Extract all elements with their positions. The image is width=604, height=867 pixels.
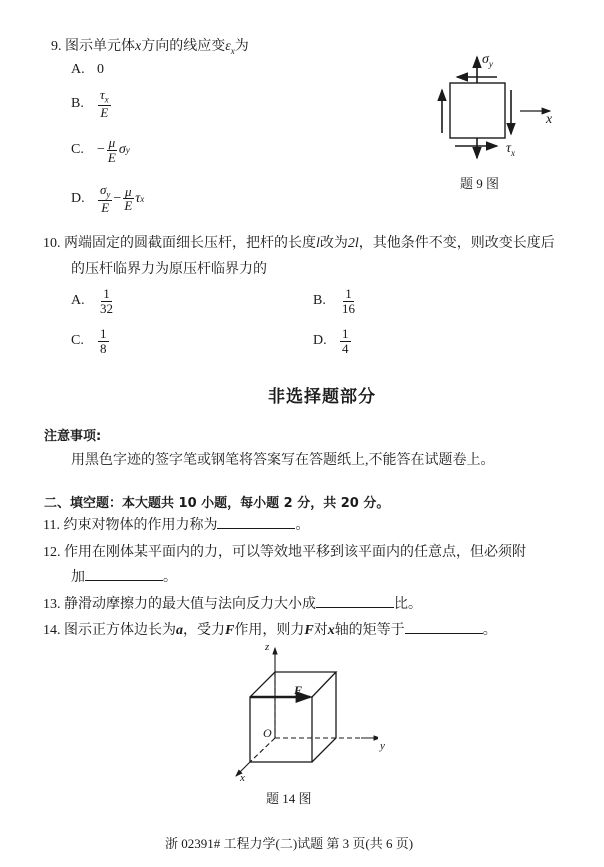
- q10-option-a: A. $\frac{1}{32}$: [71, 286, 113, 316]
- q10-option-d: D. $\frac{1}{4}$: [313, 326, 349, 356]
- q12-line2: 加 。: [71, 570, 177, 585]
- q12-line1: 12. 作用在刚体某平面内的力，可以等效地平移到该平面内的任意点，但必须附: [43, 545, 526, 560]
- answer-blank[interactable]: [217, 516, 295, 529]
- force-label: F: [294, 683, 303, 697]
- origin-label: O: [263, 726, 272, 740]
- q9-figure-caption: 题 9 图: [460, 176, 500, 191]
- cube-front-face: [250, 697, 312, 762]
- section2-heading: 二、填空题：本大题共 10 小题，每小题 2 分，共 20 分。: [44, 496, 390, 511]
- q9-option-a: A. 0: [71, 62, 104, 77]
- q10-number: 10.: [43, 236, 61, 251]
- q9-number: 9.: [51, 39, 62, 54]
- page-footer: 浙 02391# 工程力学(二)试题 第 3 页(共 6 页): [165, 836, 414, 851]
- y-axis-label: y: [380, 740, 385, 752]
- q14-figure: [228, 640, 385, 810]
- notice-heading: 注意事项:: [44, 429, 102, 444]
- fraction: $\frac{1}{16}$: [342, 286, 355, 316]
- q14: 14. 图示正方体边长为a，受力F作用，则力F对x轴的矩等于 。: [43, 623, 497, 638]
- fraction: $\frac{\sigma_y}{E}$: [100, 182, 111, 216]
- answer-blank[interactable]: [85, 568, 163, 581]
- fraction: $\frac{\mu}{E}$: [107, 135, 116, 165]
- fraction: $\frac{1}{8}$: [100, 326, 107, 356]
- fraction: $\frac{\mu}{E}$: [124, 183, 133, 214]
- z-axis-label: z: [265, 641, 270, 653]
- notice-text: 用黑色字迹的签字笔或钢笔将答案写在答题纸上,不能答在试题卷上。: [71, 453, 495, 468]
- stress-element-diagram: [420, 50, 570, 160]
- q11: 11. 约束对物体的作用力称为 。: [43, 518, 310, 533]
- cube-right-face: [312, 672, 336, 762]
- q9-option-c: C. − $\frac{\mu}{E}$ σ y: [71, 135, 130, 165]
- q9-figure: [420, 50, 570, 200]
- q10-stem-line2: 的压杆临界力为原压杆临界力的: [71, 262, 267, 277]
- part2-title: 非选择题部分: [268, 387, 376, 407]
- sigma-y-label: $\sigma_y$: [482, 52, 493, 69]
- fraction: $\frac{1}{32}$: [100, 286, 113, 316]
- q9-stem: 9. 图示单元体x方向的线应变$\varepsilon_x$为: [51, 39, 249, 56]
- q10-option-c: C. $\frac{1}{8}$: [71, 326, 107, 356]
- cube-diagram: [228, 640, 378, 785]
- fraction: $\frac{1}{4}$: [342, 326, 349, 356]
- q13: 13. 静滑动摩擦力的最大值与法向反力大小成 比。: [43, 597, 422, 612]
- x-axis-label: x: [240, 772, 245, 784]
- fraction: $\frac{\tau_x}{E}$: [100, 87, 109, 121]
- tau-x-label: $\tau_x$: [506, 141, 516, 158]
- answer-blank[interactable]: [316, 595, 394, 608]
- q10-option-b: B. $\frac{1}{16}$: [313, 286, 355, 316]
- x-axis-hidden: [250, 738, 275, 762]
- q14-figure-caption: 题 14 图: [266, 791, 312, 806]
- element-square: [450, 83, 505, 138]
- q10-stem-line1: 10. 两端固定的圆截面细长压杆，把杆的长度l改为2l，其他条件不变，则改变长度后: [43, 236, 555, 251]
- x-axis-label: x: [546, 112, 553, 127]
- cube-top-face: [250, 672, 336, 697]
- answer-blank[interactable]: [405, 621, 483, 634]
- q9-option-b: B. $\frac{\tau_x}{E}$: [71, 87, 109, 121]
- q9-option-d: D. $\frac{\sigma_y}{E}$ − $\frac{\mu}{E}$ τ x: [71, 182, 145, 216]
